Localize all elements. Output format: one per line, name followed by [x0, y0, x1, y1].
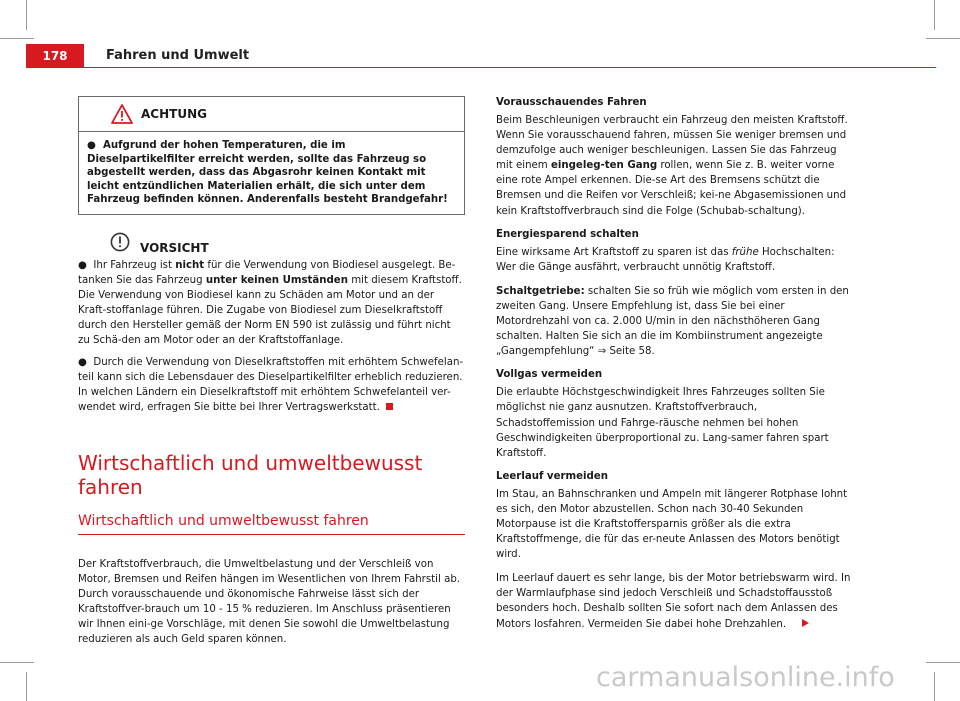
paragraph-leerlauf-2: [496, 571, 852, 631]
achtung-header: [79, 97, 464, 132]
crop-mark: [934, 672, 935, 701]
end-of-section-marker: [386, 403, 393, 410]
watermark: carmanualsonline.info: [596, 662, 895, 693]
paragraph-schaltgetriebe: [496, 284, 852, 359]
bullet: ●: [78, 356, 94, 368]
text-run: Durch die Verwendung von Dieselkraftstoffen mit erhöhtem Schwefelan-teil kann sich die Lebensdauer des Dieselpartikelfilter erheblich reduzieren. In welchen Ländern ein Dieselkraftstoff mit erhöhtem Schwefelanteil ver-wendet wird, erfragen Sie bitte bei Ihrer Vertragswerkstatt.: [78, 356, 464, 413]
crop-mark: [26, 672, 27, 701]
bullet: ●: [78, 259, 94, 271]
vorsicht-header: [78, 232, 465, 258]
paragraph-vollgas: Die erlaubte Höchstgeschwindigkeit Ihres Fahrzeuges sollten Sie möglichst nie ganz ausnutzen. Kraftstoffverbrauch, Schadstoffemission und Fahrge-räusche nehmen bei hohen Geschwindigkeiten überproportional zu. Lang-samer fahren spart Kraftstoff.: [496, 387, 829, 459]
continue-arrow-icon: [802, 619, 809, 627]
text-run-bold: eingeleg-ten Gang: [550, 160, 658, 172]
achtung-box: [78, 96, 465, 215]
text-run: für die Verwendung von Biodiesel ausgelegt. Be-tanken Sie das Fahrzeug: [78, 259, 456, 287]
vorsicht-item: [78, 355, 465, 415]
section-intro: Der Kraftstoffverbrauch, die Umweltbelastung und der Verschleiß von Motor, Bremsen und Reifen hängen im Wesentlichen von Ihrem Fahrstil ab. Durch vorausschauende und ökonomische Fahrweise lässt sich der Kraftstoffver-brauch um 10 - 15 % reduzieren. Im Anschluss präsentieren wir Ihnen eini-ge Vorschläge, mit denen Sie sowohl die Umweltbelastung reduzieren als auch Geld sparen können.: [78, 558, 461, 646]
caution-exclamation-icon: [110, 232, 130, 252]
paragraph-vorausschauend: [496, 113, 852, 219]
left-column: [78, 96, 465, 647]
crop-mark: [934, 0, 935, 30]
text-run: Eine wirksame Art Kraftstoff zu sparen ist das: [496, 246, 732, 258]
text-run: schalten Sie so früh wie möglich vom ersten in den zweiten Gang. Unsere Empfehlung ist, dass Sie bei einer Motordrehzahl von ca. 2.000 U/min in den nächsthöheren Gang schalten. Halten Sie sich an die im Kombiinstrument angezeigte „Gangempfehlung“ ⇒ Seite 58.: [496, 285, 849, 358]
text-run: rollen, wenn Sie z. B. weiter vorne eine rote Ampel erkennen. Die-se Art des Bremsens schützt die Bremsen und die Reifen vor Verschleiß; kei-ne Abgasemissionen und kein Kraftstoffverbrauch sind die Folge (Schubab-schaltung).: [496, 160, 847, 217]
text-run-bold: Schaltgetriebe:: [496, 285, 585, 297]
text-run: Ihr Fahrzeug ist: [93, 259, 176, 271]
section-subtitle: Wirtschaftlich und umweltbewusst fahren: [78, 513, 465, 535]
text-run: Hochschalten: Wer die Gänge ausfährt, verbraucht unnötig Kraftstoff.: [496, 246, 835, 273]
crop-mark: [926, 38, 960, 39]
text-run: Im Leerlauf dauert es sehr lange, bis der Motor betriebswarm wird. In der Warmlaufphase sind jedoch Verschleiß und Schadstoffausstoß besonders hoch. Deshalb sollten Sie sofort nach dem Anlassen des Motors losfahren. Vermeiden Sie dabei hohe Drehzahlen.: [496, 573, 851, 630]
heading-vorausschauend: Vorausschauendes Fahren: [496, 97, 647, 108]
crop-mark: [0, 38, 34, 39]
text-run-bold: unter keinen Umständen: [205, 275, 348, 287]
right-column: [496, 96, 852, 632]
text-run-italic: frühe: [731, 246, 759, 258]
crop-mark: [0, 662, 34, 663]
paragraph-energiesparend: [496, 245, 852, 275]
section-title: Wirtschaftlich und umweltbewusst fahren: [78, 450, 423, 499]
heading-leerlauf: Leerlauf vermeiden: [496, 470, 608, 482]
paragraph-leerlauf-1: Im Stau, an Bahnschranken und Ampeln mit längerer Rotphase lohnt es sich, den Motor abzustellen. Schon nach 30-40 Sekunden Motorpause ist die Kraftstoffersparnis größer als die extra Kraftstoffmenge, die für das er-neute Anlassen des Motors benötigt wird.: [496, 488, 848, 561]
bullet: ●: [87, 140, 103, 151]
achtung-text: [79, 132, 464, 214]
text-run: Beim Beschleunigen verbraucht ein Fahrzeug den meisten Kraftstoff. Wenn Sie vorausschauend fahren, müssen Sie weniger bremsen und demzufolge auch weniger beschleunigen. Lassen Sie das Fahrzeug mit einem: [496, 115, 848, 172]
vorsicht-item: [78, 258, 465, 349]
text-run-bold: nicht: [175, 259, 205, 271]
heading-energiesparend: Energiesparend schalten: [496, 228, 639, 240]
page-number: 178: [26, 44, 84, 68]
warning-triangle-icon: [111, 104, 133, 124]
achtung-title: ACHTUNG: [141, 107, 207, 121]
text-run: mit diesem Kraftstoff. Die Verwendung von Biodiesel kann zu Schäden am Motor und an der Kraft-stoffanlage führen. Die Zugabe von Biodiesel zum Dieselkraftstoff durch den Hersteller gemäß der Norm EN 590 ist zulässig und führt nicht zu Schä-den am Motor oder an der Kraftstoffanlage.: [78, 275, 462, 347]
crop-mark: [926, 662, 960, 663]
header-rule: [84, 67, 936, 68]
crop-mark: [26, 0, 27, 30]
page-title: Fahren und Umwelt: [106, 48, 250, 63]
heading-vollgas: Vollgas vermeiden: [496, 369, 603, 381]
vorsicht-title: VORSICHT: [140, 240, 209, 255]
achtung-body: Aufgrund der hohen Temperaturen, die im Dieselpartikelfilter erreicht werden, sollte das Fahrzeug so abgestellt werden, dass das Abgasrohr keinen Kontakt mit leicht entzündlichen Materialien erhält, die sich unter dem Fahrzeug befinden können. Anderenfalls besteht Brandgefahr!: [87, 140, 448, 206]
